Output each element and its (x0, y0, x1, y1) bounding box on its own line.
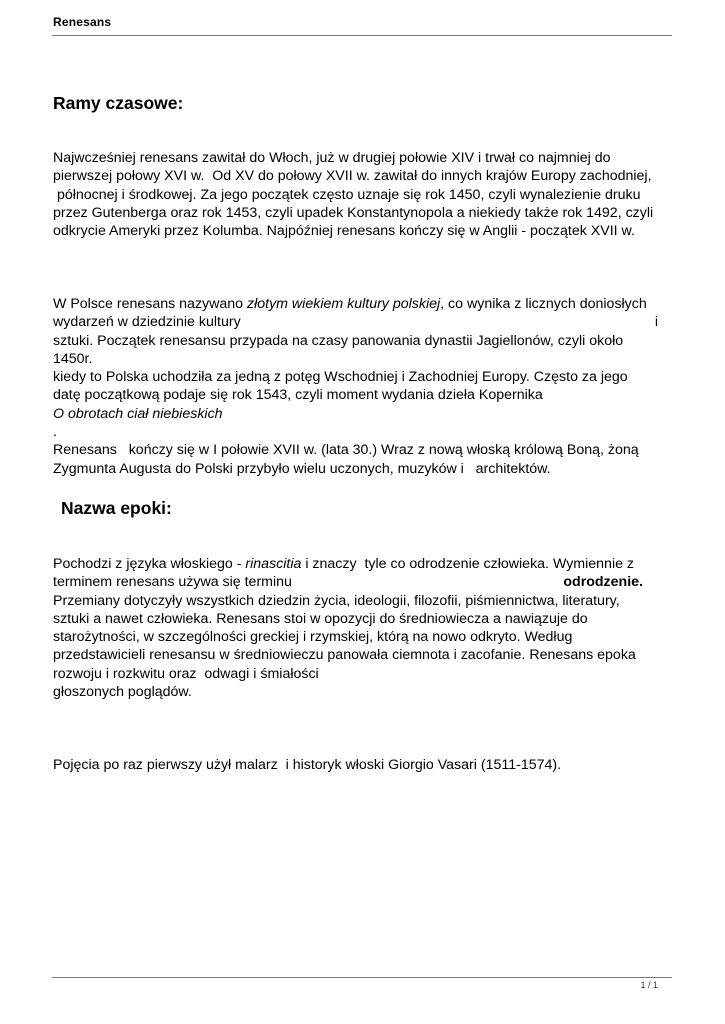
text-line: pierwszej połowy XVI w. Od XV do połowy XVII w. zawitał do innych krajów Europy zachodniej, (53, 168, 652, 185)
paragraph-timeframe (53, 149, 678, 240)
text-line: rozwoju i rozkwitu oraz odwagi i śmiałości (53, 665, 319, 682)
footer-divider (52, 977, 672, 978)
text-line: terminem renesans używa się terminu odrodzenie. (53, 574, 643, 591)
text-line: Renesans kończy się w I połowie XVII w. (lata 30.) Wraz z nową włoską królową Boną, żoną (53, 442, 639, 459)
text-line: Pochodzi z języka włoskiego - rinascitia i znaczy tyle co odrodzenie człowieka. Wymiennie z (53, 556, 635, 572)
text-line: Pojęcia po raz pierwszy użył malarz i historyk włoski Giorgio Vasari (1511-1574). (53, 757, 562, 773)
text-line: sztuki. Początek renesansu przypada na czasy panowania dynastii Jagiellonów, czyli około (53, 332, 624, 349)
text-line: Przemiany dotyczyły wszystkich dziedzin życia, ideologii, filozofii, piśmiennictwa, literatury, (53, 592, 620, 609)
text-line: Najwcześniej renesans zawitał do Włoch, już w drugiej połowie XIV i trwał co najmniej do (53, 150, 611, 166)
text-line: przedstawicieli renesansu w średniowieczu panowała ciemnota i zacofanie. Renesans epoka (53, 647, 636, 664)
paragraph-name (53, 555, 678, 701)
section-heading-name: Nazwa epoki: (61, 498, 172, 518)
text-line: sztuki a nawet człowieka. Renesans stoi w opozycji do średniowiecza a nawiązuje do (53, 610, 588, 627)
section-heading-timeframe: Ramy czasowe: (53, 93, 184, 113)
text-line: datę początkową podaje się rok 1543, czyli moment wydania dzieła Kopernika (53, 387, 543, 404)
italic-phrase: złotym wiekiem kultury polskiej (247, 296, 441, 312)
bold-term: odrodzenie. (563, 574, 643, 591)
paragraph-vasari (53, 756, 678, 774)
text-line: wydarzeń w dziedzinie kultury i (53, 314, 658, 331)
text-line: . (53, 424, 57, 441)
text-line: odkrycie Ameryki przez Kolumba. Najpóźniej renesans kończy się w Anglii - początek XVII w. (53, 223, 635, 240)
text-line: W Polsce renesans nazywano złotym wiekiem kultury polskiej, co wynika z licznych doniosłych (53, 296, 647, 312)
text-line: starożytności, w szczególności greckiej i rzymskiej, którą na nowo odkryto. Według (53, 629, 573, 646)
page-header-title: Renesans (53, 15, 112, 29)
book-title: O obrotach ciał niebieskich (53, 405, 223, 422)
text-line: przez Gutenberga oraz rok 1453, czyli upadek Konstantynopola a niekiedy także rok 1492, czyli (53, 204, 654, 221)
text-line: 1450r. (53, 350, 93, 367)
text-line: głoszonych poglądów. (53, 684, 192, 701)
italic-phrase: rinascitia (245, 556, 302, 572)
text-line: północnej i środkowej. Za jego początek często uznaje się rok 1450, czyli wynalezienie druku (53, 186, 641, 203)
page-number: 1 / 1 (640, 980, 658, 990)
paragraph-poland (53, 295, 678, 478)
text-line: kiedy to Polska uchodziła za jedną z potęg Wschodniej i Zachodniej Europy. Często za jego (53, 369, 628, 386)
header-divider (52, 35, 672, 36)
text-line: Zygmunta Augusta do Polski przybyło wielu uczonych, muzyków i architektów. (53, 460, 551, 477)
